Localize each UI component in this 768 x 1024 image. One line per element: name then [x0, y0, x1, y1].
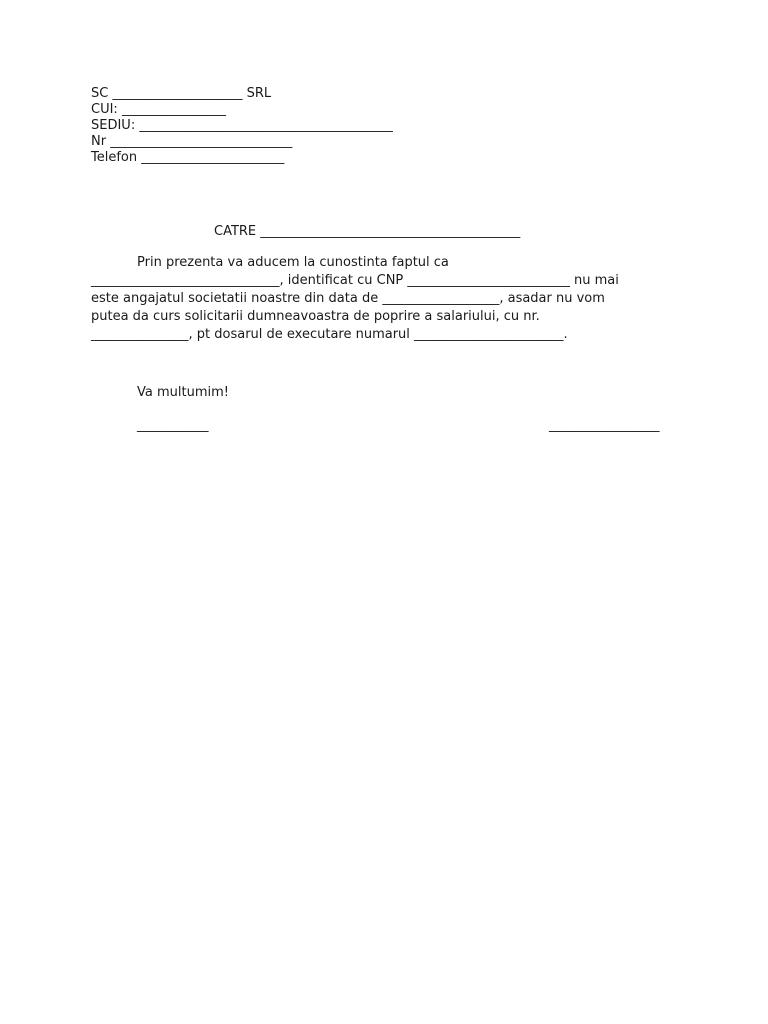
sediu-line: SEDIU: _______________________________________	[91, 118, 393, 133]
body-line-3: este angajatul societatii noastre din data de __________________, asadar nu vom	[91, 291, 605, 306]
cui-line: CUI: ________________	[91, 102, 226, 117]
body-line-4: putea da curs solicitarii dumneavoastra de poprire a salariului, cu nr.	[91, 309, 540, 324]
signature-line-right: _________________	[549, 418, 660, 433]
nr-line: Nr ____________________________	[91, 134, 293, 149]
closing-thanks: Va multumim!	[137, 385, 229, 400]
body-line-2: _____________________________, identificat cu CNP _________________________ nu mai	[91, 273, 619, 288]
company-header	[91, 86, 393, 166]
letter-body	[91, 254, 661, 344]
body-line-1: Prin prezenta va aducem la cunostinta faptul ca	[137, 255, 449, 270]
recipient-line: CATRE ________________________________________	[214, 224, 521, 239]
telefon-line: Telefon ______________________	[91, 150, 285, 165]
body-line-5: _______________, pt dosarul de executare numarul _______________________.	[91, 327, 568, 342]
sc-line: SC ____________________ SRL	[91, 86, 272, 101]
signature-line-left: ___________	[137, 418, 209, 433]
